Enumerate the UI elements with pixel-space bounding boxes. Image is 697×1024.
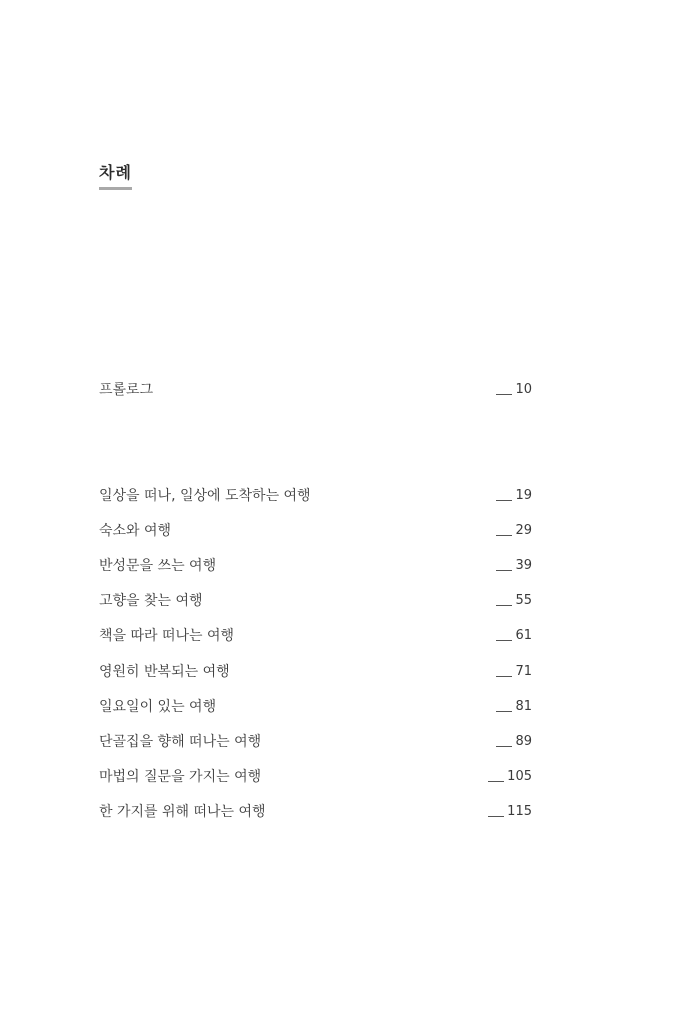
leader-line xyxy=(496,596,512,606)
entry-page xyxy=(496,591,532,611)
page-number: 10 xyxy=(515,382,532,397)
toc-entry[interactable] xyxy=(99,662,532,682)
toc-entry[interactable] xyxy=(99,556,532,576)
toc-entry[interactable] xyxy=(99,626,532,646)
toc-entry-prologue[interactable] xyxy=(99,380,532,400)
page-number: 89 xyxy=(515,734,532,749)
leader-line xyxy=(496,561,512,571)
entry-title: 고향을 찾는 여행 xyxy=(99,593,203,609)
toc-entry[interactable] xyxy=(99,767,532,787)
entry-page xyxy=(496,662,532,682)
entry-page xyxy=(496,380,532,400)
toc-entry[interactable] xyxy=(99,732,532,752)
page-number: 105 xyxy=(507,769,532,784)
page-number: 29 xyxy=(515,523,532,538)
entry-page xyxy=(496,521,532,541)
entry-title: 반성문을 쓰는 여행 xyxy=(99,558,217,574)
toc-entry[interactable] xyxy=(99,521,532,541)
entry-page xyxy=(488,767,532,787)
leader-line xyxy=(496,526,512,536)
page-number: 81 xyxy=(515,699,532,714)
leader-line xyxy=(496,631,512,641)
page-number: 71 xyxy=(515,664,532,679)
entry-page xyxy=(496,732,532,752)
entry-title: 숙소와 여행 xyxy=(99,523,172,539)
entry-page xyxy=(496,486,532,506)
toc-heading: 차례 xyxy=(99,164,132,190)
entry-title: 한 가지를 위해 떠나는 여행 xyxy=(99,804,266,820)
entry-title: 영원히 반복되는 여행 xyxy=(99,664,230,680)
entry-title: 마법의 질문을 가지는 여행 xyxy=(99,769,262,785)
entry-title: 단골집을 향해 떠나는 여행 xyxy=(99,734,262,750)
leader-line xyxy=(496,702,512,712)
page-number: 61 xyxy=(515,628,532,643)
page-number: 39 xyxy=(515,558,532,573)
toc-entry[interactable] xyxy=(99,697,532,717)
entry-title: 일요일이 있는 여행 xyxy=(99,699,217,715)
leader-line xyxy=(496,667,512,677)
page-number: 19 xyxy=(515,488,532,503)
leader-line xyxy=(496,737,512,747)
entry-title: 프롤로그 xyxy=(99,382,154,398)
entry-title: 책을 따라 떠나는 여행 xyxy=(99,628,235,644)
toc-entry[interactable] xyxy=(99,591,532,611)
entry-page xyxy=(496,556,532,576)
leader-line xyxy=(488,807,504,817)
toc-entry[interactable] xyxy=(99,486,532,506)
entry-page xyxy=(496,697,532,717)
entry-page xyxy=(496,626,532,646)
leader-line xyxy=(496,385,512,395)
entry-title: 일상을 떠나, 일상에 도착하는 여행 xyxy=(99,488,311,504)
leader-line xyxy=(488,772,504,782)
page-number: 115 xyxy=(507,804,532,819)
page-number: 55 xyxy=(515,593,532,608)
entry-page xyxy=(488,802,532,822)
toc-entry[interactable] xyxy=(99,802,532,822)
leader-line xyxy=(496,491,512,501)
